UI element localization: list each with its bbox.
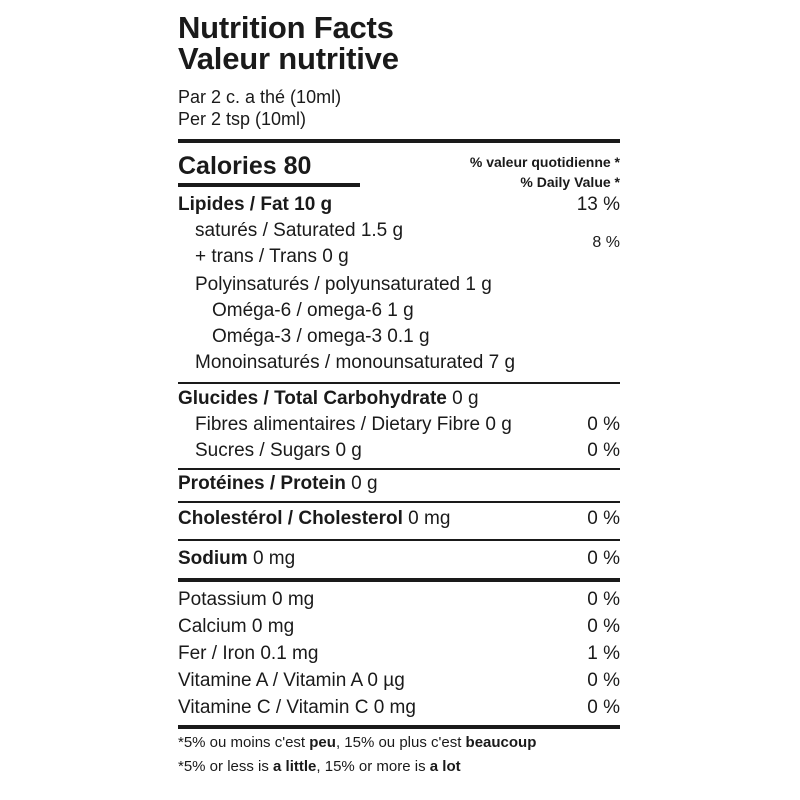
daily-value-header-fr: % valeur quotidienne * (469, 154, 620, 170)
cholesterol-dv: 0 % (587, 508, 620, 529)
vitamin-a-label: Vitamine A / Vitamin A 0 µg (178, 670, 405, 691)
thick-divider (178, 578, 620, 582)
calcium-row (178, 616, 620, 638)
fibre-row (178, 414, 620, 436)
sodium-dv: 0 % (587, 548, 620, 569)
footnote-fr: *5% ou moins c'est peu, 15% ou plus c'est beaucoup (178, 734, 537, 751)
vitamin-a-row (178, 670, 620, 692)
serving-size-en: Per 2 tsp (10ml) (178, 109, 307, 129)
potassium-dv: 0 % (587, 589, 620, 610)
serving-size-fr: Par 2 c. a thé (10ml) (178, 87, 342, 107)
mono-row (178, 352, 620, 374)
fibre-dv: 0 % (587, 414, 620, 435)
calories-label: Calories 80 (178, 152, 312, 180)
sat-trans-group (178, 220, 620, 268)
saturated-label: saturés / Saturated 1.5 g (195, 220, 404, 241)
omega6-label: Oméga-6 / omega-6 1 g (212, 300, 414, 321)
thick-divider (178, 725, 620, 729)
iron-dv: 1 % (587, 643, 620, 664)
footnote-en: *5% or less is a little, 15% or more is a lot (178, 758, 461, 775)
sugars-label: Sucres / Sugars 0 g (195, 440, 362, 461)
divider (178, 501, 620, 503)
divider (178, 539, 620, 541)
sugars-row (178, 440, 620, 462)
vitamin-a-dv: 0 % (587, 670, 620, 691)
saturated-row (178, 220, 620, 242)
fat-label: Lipides / Fat 10 g (178, 194, 333, 215)
poly-label: Polyinsaturés / polyunsaturated 1 g (195, 274, 492, 295)
omega6-row (178, 300, 620, 322)
cholesterol-row (178, 508, 620, 530)
calcium-dv: 0 % (587, 616, 620, 637)
calories-underline (178, 183, 360, 187)
potassium-label: Potassium 0 mg (178, 589, 315, 610)
calcium-label: Calcium 0 mg (178, 616, 295, 637)
sugars-dv: 0 % (587, 440, 620, 461)
sodium-row (178, 548, 620, 570)
carbs-row (178, 388, 620, 410)
iron-row (178, 643, 620, 665)
protein-row (178, 473, 620, 495)
nutrition-facts-label (178, 12, 620, 779)
trans-row (178, 246, 620, 268)
cholesterol-label: Cholestérol / Cholesterol 0 mg (178, 508, 451, 529)
trans-label: + trans / Trans 0 g (195, 246, 349, 267)
sodium-label: Sodium 0 mg (178, 548, 296, 569)
vitamin-c-row (178, 697, 620, 719)
poly-row (178, 274, 620, 296)
title-en: Nutrition Facts (178, 10, 394, 45)
vitamin-c-dv: 0 % (587, 697, 620, 718)
fat-row (178, 194, 620, 216)
daily-value-header-en: % Daily Value * (520, 174, 620, 190)
protein-label: Protéines / Protein 0 g (178, 473, 378, 494)
fibre-label: Fibres alimentaires / Dietary Fibre 0 g (195, 414, 512, 435)
title-fr: Valeur nutritive (178, 41, 399, 76)
fat-dv: 13 % (576, 194, 620, 215)
divider (178, 382, 620, 384)
calories-row (178, 152, 620, 192)
omega3-row (178, 326, 620, 348)
sat-trans-dv: 8 % (592, 234, 620, 251)
vitamin-c-label: Vitamine C / Vitamin C 0 mg (178, 697, 416, 718)
potassium-row (178, 589, 620, 611)
thick-divider (178, 139, 620, 143)
divider (178, 468, 620, 470)
iron-label: Fer / Iron 0.1 mg (178, 643, 319, 664)
mono-label: Monoinsaturés / monounsaturated 7 g (195, 352, 516, 373)
omega3-label: Oméga-3 / omega-3 0.1 g (212, 326, 430, 347)
carbs-label: Glucides / Total Carbohydrate 0 g (178, 388, 479, 409)
